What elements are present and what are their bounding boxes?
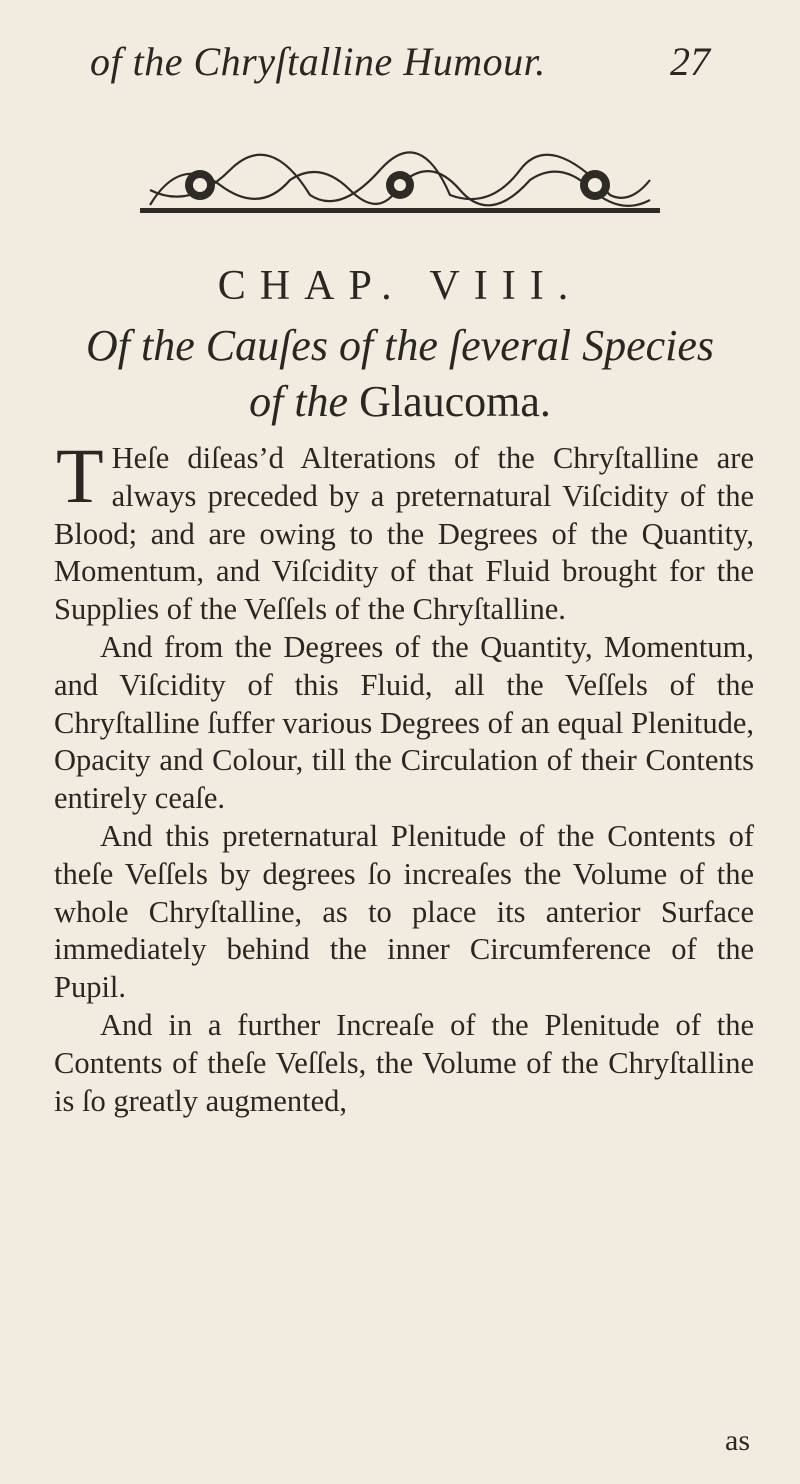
body-text — [54, 432, 754, 1120]
paragraph-3: And this preternatural Plenitude of the Contents of theſe Veſſels by degrees ſo increaſes the Volume of the whole Chryſtalline, as to place its anterior Surface immediately behind the inner Circumference of the Pupil. — [54, 818, 754, 1005]
paragraph-1 — [54, 432, 754, 629]
decorative-headpiece-icon — [140, 150, 660, 220]
running-head — [90, 38, 710, 88]
paragraph-2: And from the Degrees of the Quantity, Momentum, and Viſcidity of this Fluid, all the Veſſels of the Chryſtalline ſuffer various Degrees of an equal Plenitude, Opacity and Colour, till the Circulation of their Contents entirely ceaſe. — [54, 629, 754, 816]
chapter-title-line-1: Of the Cauſes of the ſeveral Species — [85, 321, 715, 370]
paragraph-4: And in a further Increaſe of the Plenitude of the Contents of theſe Veſſels, the Volume of the Chryſtalline is ſo greatly augmented, — [54, 1007, 754, 1118]
chapter-heading: CHAP. VIII. — [217, 263, 583, 309]
page-number: 27 — [670, 39, 710, 84]
chapter-title-word: Glaucoma. — [359, 377, 551, 426]
catchword: as — [725, 1424, 750, 1457]
running-title: of the Chryſtalline Humour. — [90, 39, 546, 84]
chapter-title-line-2 — [0, 376, 800, 427]
paragraph-1-text: Heſe diſeas’d Alterations of the Chryſtalline are always preceded by a preternatural Viſcidity of the Blood; and are owing to the Degrees of the Quantity, Momentum, and Viſcidity of that Fluid brought for the Supplies of the Veſſels of the Chryſtalline. — [54, 441, 754, 627]
chapter-title-prefix: of the — [249, 377, 349, 426]
drop-cap: T — [56, 432, 104, 519]
